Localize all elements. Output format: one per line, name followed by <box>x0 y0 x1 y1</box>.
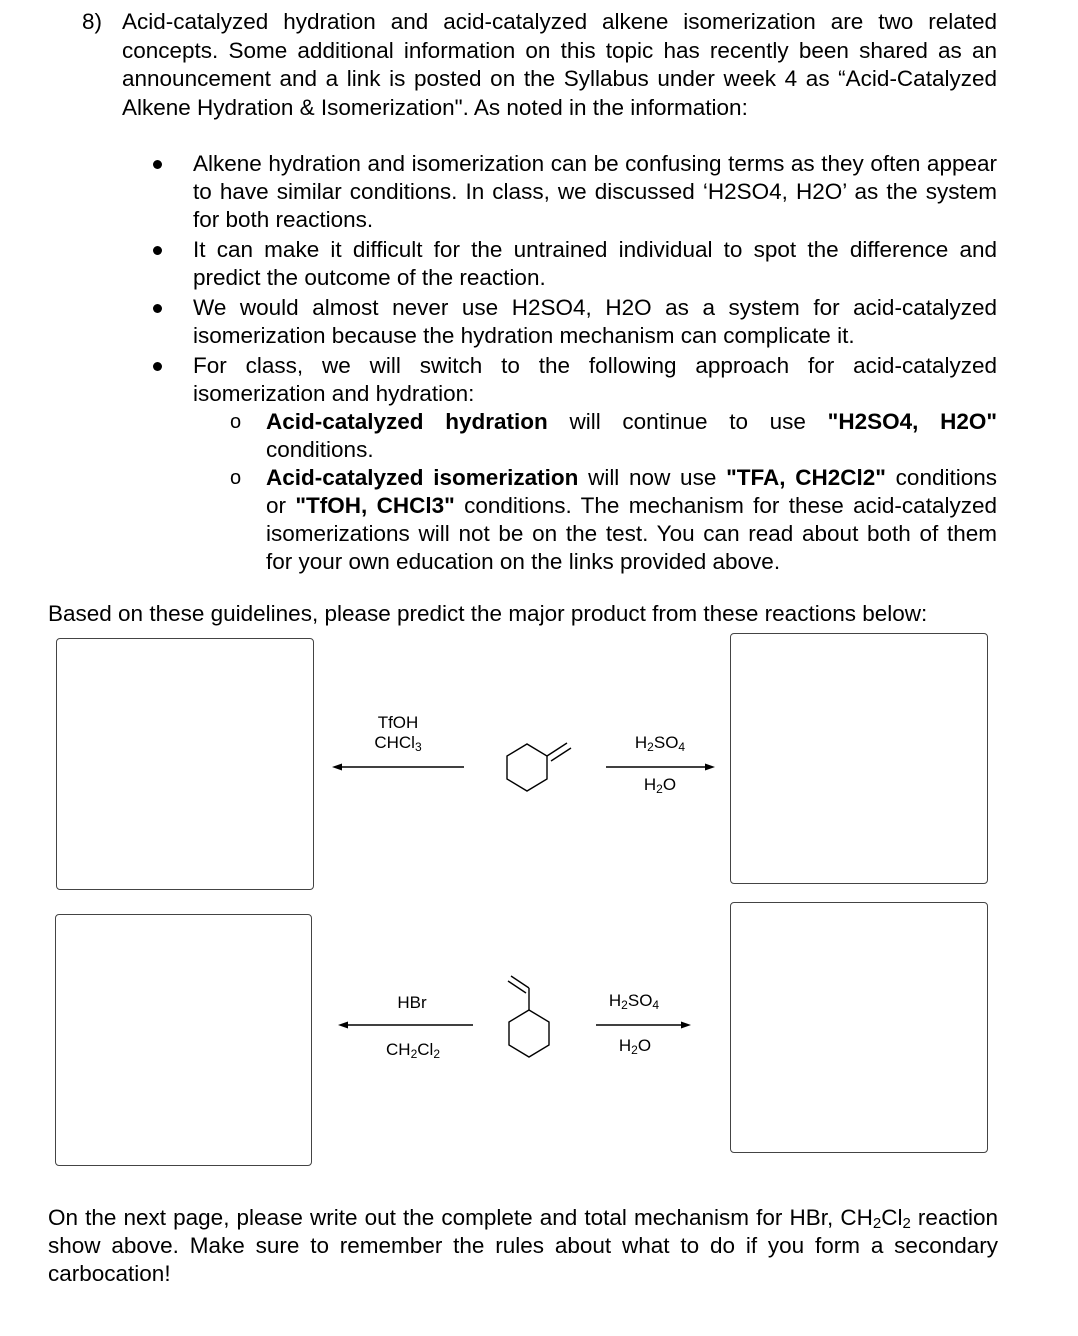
r2-left-arrowhead-icon <box>338 1022 348 1029</box>
sub-bullet-bold: Acid-catalyzed hydration <box>266 409 548 434</box>
reagent-tfoh: TfOH <box>377 713 419 732</box>
methylenecyclohexane-structure <box>507 743 571 791</box>
bullet-text: We would almost never use H2SO4, H2O as a system for acid-catalyzed isomerization because the hydration mechanism can complicate it. <box>193 295 997 348</box>
sub-bullet-text: will continue to use <box>547 409 828 434</box>
instruction-text: Based on these guidelines, please predict the major product from these reactions below: <box>48 601 928 626</box>
r2-right-reagent-top: $H_2SO_4$ <box>608 991 660 1012</box>
sub-bullet-text: will now use <box>578 465 727 490</box>
vinylcyclohexane-structure <box>508 976 549 1057</box>
question-number: 8) <box>82 9 103 34</box>
r1-left-reagent <box>370 713 426 753</box>
sub-bullet-text: conditions or <box>266 465 997 518</box>
sub-bullet-bold: "TFA, CH2Cl2" <box>726 465 886 490</box>
circle-marker-icon: o <box>230 467 242 489</box>
bullet-text: For class, we will switch to the following approach for acid-catalyzed isomerization and hydration: <box>193 353 997 406</box>
reagent-chcl3: CHCl$_3$ <box>374 733 422 754</box>
sub-bullet-bold: "H2SO4, H2O" <box>827 409 997 434</box>
r2-left-reagent-bottom: $CH_2Cl_2$ <box>386 1040 440 1061</box>
sub-bullet-text: conditions. The mechanism for these acid-catalyzed isomerizations will not be on the test. You can read about both of them for your own education on the links provided above. <box>266 493 997 574</box>
r1-left-arrowhead-icon <box>332 764 342 771</box>
circle-marker-icon: o <box>230 411 242 433</box>
r1-right-reagent-top: $H_2SO_4$ <box>634 733 686 754</box>
sub-bullet-text: conditions. <box>266 437 374 462</box>
sub-bullet-bold: Acid-catalyzed isomerization <box>266 465 579 490</box>
r1-right-arrowhead-icon <box>705 764 715 771</box>
question-intro: Acid-catalyzed hydration and acid-catalyzed alkene isomerization are two related concepts. Some additional information on this topic has recently been shared as an announcement and a link is posted on the Syllabus under week 4 as “Acid-Catalyzed Alkene Hydration & Isomerization". As noted in the information: <box>122 9 997 120</box>
bullet-text: It can make it difficult for the untrained individual to spot the difference and predict the outcome of the reaction. <box>193 237 997 290</box>
sub-bullet-bold: "TfOH, CHCl3" <box>295 493 455 518</box>
r2-right-arrowhead-icon <box>681 1022 691 1029</box>
r2-right-reagent-bottom: $H_2O$ <box>618 1036 652 1057</box>
r2-left-reagent-top: HBr <box>397 993 427 1012</box>
r1-right-reagent-bottom: $H_2O$ <box>643 775 677 796</box>
bullet-text: Alkene hydration and isomerization can be confusing terms as they often appear to have similar conditions. In class, we discussed ‘H2SO4, H2O’ as the system for both reactions. <box>193 151 997 232</box>
footer-text: On the next page, please write out the complete and total mechanism for HBr, $CH_2Cl_2$ reaction show above. Make sure to remember the rules about what to do if you form a secondary carbocation! <box>48 1205 998 1286</box>
